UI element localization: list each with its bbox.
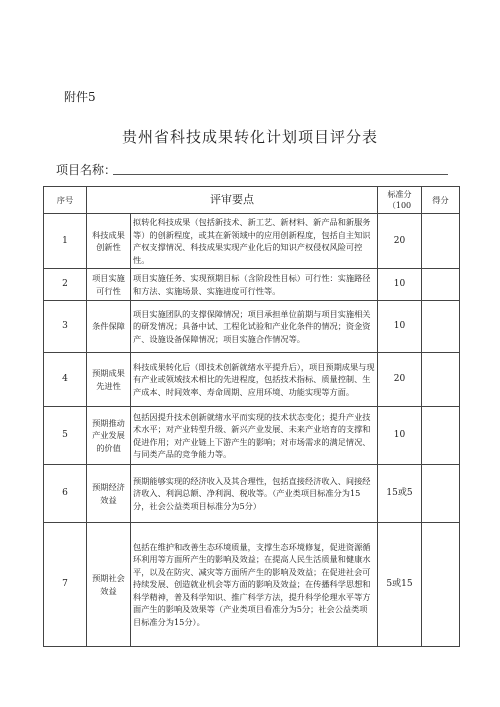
row-criteria: 包括在维护和改善生态环境质量，支撑生态环境修复，促进资源循环利用等方面所产生的影响及效益；在提高人民生活质量和健康水平，以及在防灾、减灾等方面所产生的影响及效益；在促进社会可持续发展、创造就业机会等方面的影响及效益；在传播科学思想和科学精神，普及科学知识、推广科学方法，提升科学伦理水平等方面产生的影响及效果等（产业类项目看准分为5分；社会公益类项目标准分为15分）。 (131, 523, 378, 647)
table-row (44, 353, 460, 407)
attachment-label: 附件5 (64, 90, 96, 104)
row-standard-score: 10 (378, 407, 422, 465)
row-no: 1 (44, 214, 87, 269)
row-item: 预期成果先进性 (87, 353, 131, 407)
table-row (44, 301, 460, 353)
row-no: 5 (44, 407, 87, 465)
row-item: 科技成果创新性 (87, 214, 131, 269)
row-no: 6 (44, 465, 87, 523)
table-row (44, 523, 460, 647)
table-header-row (44, 187, 460, 214)
row-no: 4 (44, 353, 87, 407)
row-standard-score: 20 (378, 353, 422, 407)
row-score-cell[interactable] (422, 269, 460, 301)
table-row (44, 214, 460, 269)
row-score-cell[interactable] (422, 465, 460, 523)
row-score-cell[interactable] (422, 353, 460, 407)
row-criteria: 包括因提升技术创新就绪水平而实现的技术状态变化；提升产业技术水平；对产业转型升级、新兴产业发展、未来产业培育的支撑和促进作用；对产业链上下游产生的影响；对市场需求的满足情况、与同类产品的竞争能力等。 (131, 407, 378, 465)
row-score-cell[interactable] (422, 523, 460, 647)
row-no: 7 (44, 523, 87, 647)
row-item: 预期推动产业发展的价值 (87, 407, 131, 465)
table-row (44, 269, 460, 301)
row-item: 条件保障 (87, 301, 131, 353)
row-item: 预期社会效益 (87, 523, 131, 647)
row-criteria: 科技成果转化后（即技术创新就绪水平提升后），项目预期成果与现有产业或领域技术相比的先进程度，包括技术指标、质量控制、生产成本、时间效率、寿命周期、应用环境、功能实现等方面。 (131, 353, 378, 407)
header-standard-score: 标准分（100 (378, 187, 422, 214)
row-score-cell[interactable] (422, 214, 460, 269)
project-name-label: 项目名称： (56, 163, 117, 177)
scoring-table (43, 186, 460, 647)
row-criteria: 拟转化科技成果（包括新技术、新工艺、新材料、新产品和新服务等）的创新程度，或其在新领域中的应用创新程度，包括自主知识产权支撑情况、科技成果实现产业化后的知识产权侵权风险可控性。 (131, 214, 378, 269)
header-score: 得分 (422, 187, 460, 214)
row-standard-score: 10 (378, 301, 422, 353)
row-criteria: 项目实施团队的支撑保障情况；项目承担单位前期与项目实施相关的研发情况；具备中试、工程化试验和产业化条件的情况；资金资产、设施设备保障情况；项目实施合作情况等。 (131, 301, 378, 353)
row-score-cell[interactable] (422, 407, 460, 465)
row-standard-score: 20 (378, 214, 422, 269)
row-score-cell[interactable] (422, 301, 460, 353)
table-row (44, 407, 460, 465)
row-no: 2 (44, 269, 87, 301)
row-standard-score: 15或5 (378, 465, 422, 523)
project-name-field[interactable] (113, 174, 448, 175)
row-standard-score: 5或15 (378, 523, 422, 647)
row-criteria: 预期能够实现的经济收入及其合理性，包括直接经济收入、间接经济收入、利润总额、净利润、税收等。（产业类项目标准分为15分，社会公益类项目标准分为5分） (131, 465, 378, 523)
header-no: 序号 (44, 187, 87, 214)
row-item: 预期经济效益 (87, 465, 131, 523)
table-row (44, 465, 460, 523)
row-criteria: 项目实施任务、实现预期目标（含阶段性目标）可行性：实施路径和方法、实施场景、实施进度可行性等。 (131, 269, 378, 301)
row-item: 项目实施可行性 (87, 269, 131, 301)
header-requirements: 评审要点 (87, 187, 378, 214)
row-standard-score: 10 (378, 269, 422, 301)
page-title: 贵州省科技成果转化计划项目评分表 (121, 128, 378, 146)
row-no: 3 (44, 301, 87, 353)
